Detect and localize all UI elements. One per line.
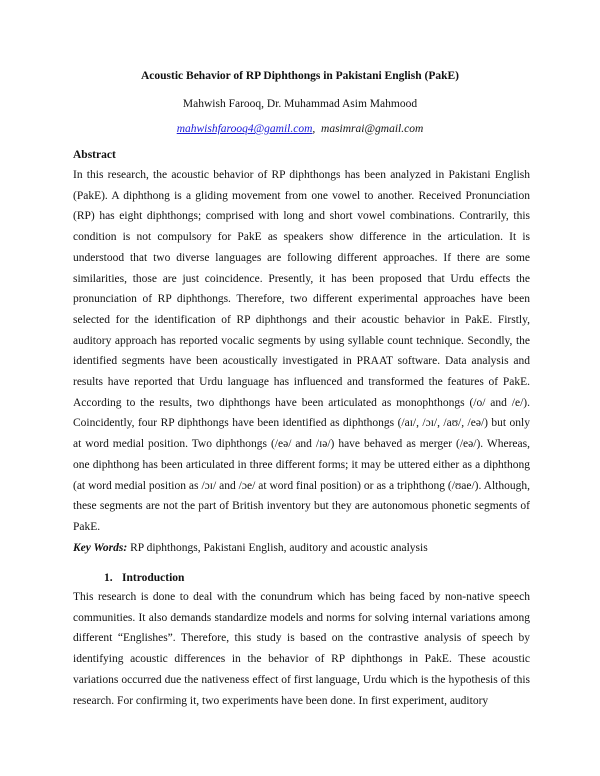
author-emails — [0, 123, 600, 135]
email-separator: , — [312, 123, 316, 135]
keywords-text: RP diphthongs, Pakistani English, auditory and acoustic analysis — [127, 542, 428, 554]
keywords — [73, 542, 530, 554]
keywords-label: Key Words: — [73, 542, 128, 554]
section-number: 1. — [104, 572, 113, 584]
paper-authors: Mahwish Farooq, Dr. Muhammad Asim Mahmood — [182, 98, 418, 110]
abstract-text: In this research, the acoustic behavior of RP diphthongs has been analyzed in Pakistani English (PakE). A diphthong is a gliding movement from one vowel to another. Received Pronunciation (RP) has eight diphthongs; comprised with long and short vowel combinations. Contrarily, this condition is not compulsory for PakE as speakers show difference in the articulation. It is understood that two diverse languages are following different approaches. If there are some similarities, those are just coincidence. Presently, it has been proposed that Urdu effects the pronunciation of RP diphthongs. Therefore, two different experimental approaches have been selected for the identification of RP diphthongs and their acoustic behavior in PakE. Firstly, auditory approach has reported vocalic segments by using syllable count technique. Secondly, the identified segments have been acoustically investigated in PRAAT software. Data analysis and results have reported that Urdu language has influenced and transformed the features of PakE. According to the results, two diphthongs have been articulated as monophthongs (/o/ and /e/). Coincidently, four RP diphthongs have been identified as diphthongs (/aɪ/, /ɔɪ/, /aʊ/, /eə/) but only at word medial position. Two diphthongs (/eə/ and /ɪə/) have behaved as merger (/eə/). Whereas, one diphthong has been articulated in three different forms; it may be uttered either as a diphthong (at word medial position as /ɔɪ/ and /ɔe/ at word final position) or as a triphthong (/ʊae/). Although, these segments are not the part of British inventory but they are autonomous phonetic segments of PakE. — [73, 169, 530, 533]
introduction-text: This research is done to deal with the conundrum which has being faced by non-native speech communities. It also demands standardize models and norms for solving internal variations among different “Englishes”. Therefore, this study is based on the contrastive analysis of speech by identifying acoustic differences in the behavior of RP diphthongs in PakE. These acoustic variations occurred due the nativeness effect of first language, Urdu which is the hypothesis of this research. For confirming it, two experiments have been done. In first experiment, auditory — [73, 591, 530, 707]
section-heading-introduction — [104, 572, 184, 584]
email-link-1[interactable]: mahwishfarooq4@gamil.com — [176, 123, 313, 135]
abstract-heading: Abstract — [73, 149, 116, 161]
paper-title: Acoustic Behavior of RP Diphthongs in Pakistani English (PakE) — [140, 70, 459, 82]
email-2: masimrai@gmail.com — [321, 123, 424, 135]
section-title: Introduction — [122, 572, 185, 584]
